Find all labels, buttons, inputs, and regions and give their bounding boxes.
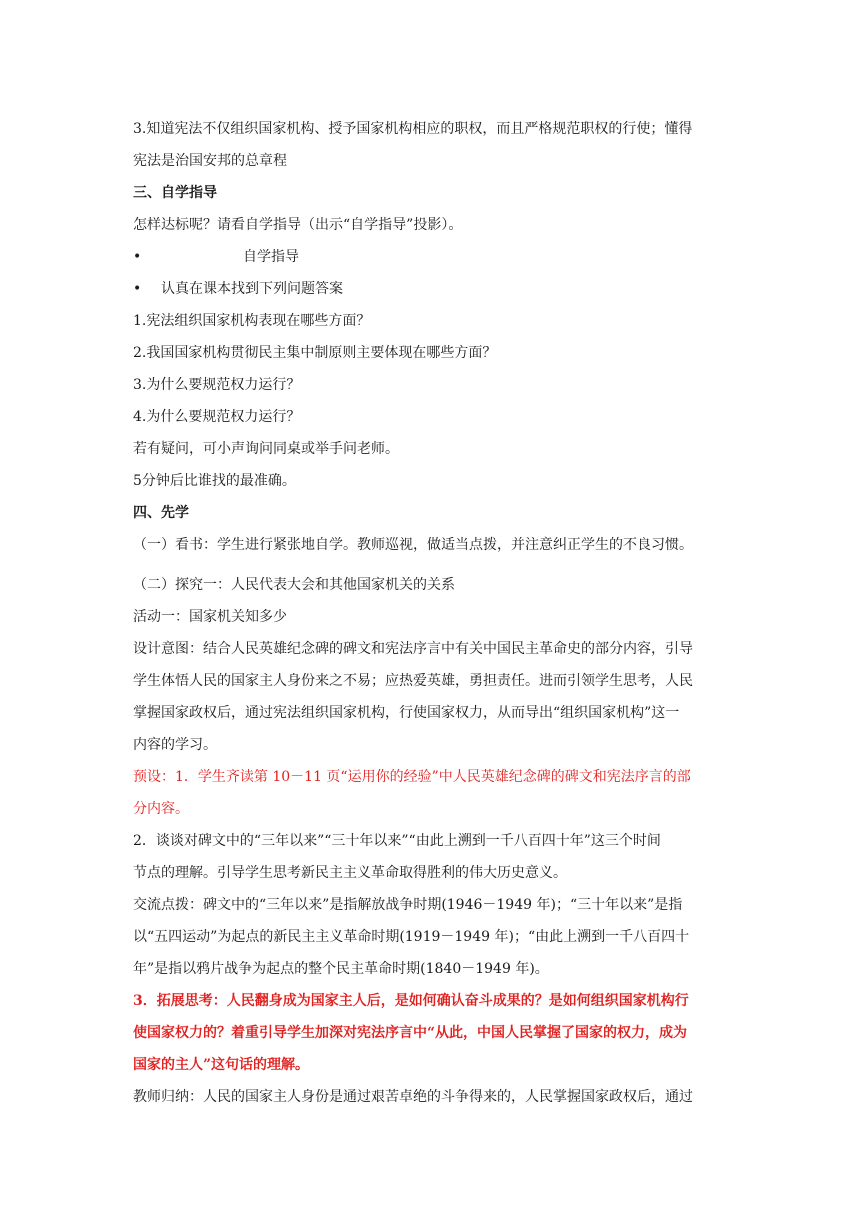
step-3-line: 3．拓展思考：人民翻身成为国家主人后，是如何确认奋斗成果的？是如何组织国家机构行 xyxy=(133,993,689,1009)
reading-paragraph: （一）看书：学生进行紧张地自学。教师巡视，做适当点拨，并注意纠正学生的不良习惯。 xyxy=(133,537,693,553)
bullet-icon: • xyxy=(133,281,142,297)
step-3-line: 国家的主人”这句话的理解。 xyxy=(133,1057,310,1073)
step-2-line: 2．谈谈对碑文中的“三年以来”“三十年以来”“由此上溯到一千八百四十年”这三个时间 xyxy=(133,833,661,849)
preset-line: 预设：1．学生齐读第 10－11 页“运用你的经验”中人民英雄纪念碑的碑文和宪法序言的部 xyxy=(133,769,691,785)
goal-line-1: 3.知道宪法不仅组织国家机构、授予国家机构相应的职权，而且严格规范职权的行使；懂得 xyxy=(133,121,693,137)
note-ask-teacher: 若有疑问，可小声询问同桌或举手问老师。 xyxy=(133,441,399,457)
exchange-line: 交流点拨：碑文中的“三年以来”是指解放战争时期(1946－1949 年)；“三十年以来”是指 xyxy=(133,897,683,913)
bullet-item-2 xyxy=(133,273,740,305)
design-intent-line: 学生体悟人民的国家主人身份来之不易；应热爱英雄，勇担责任。进而引领学生思考，人民 xyxy=(133,673,693,689)
exchange-line: 年”是指以鸦片战争为起点的整个民主革命时期(1840－1949 年)。 xyxy=(133,961,549,977)
question-4: 4.为什么要规范权力运行？ xyxy=(133,409,301,425)
question-2: 2.我国国家机构贯彻民主集中制原则主要体现在哪些方面？ xyxy=(133,345,497,361)
bullet-text: 认真在课本找到下列问题答案 xyxy=(161,281,343,297)
self-study-intro: 怎样达标呢？请看自学指导（出示“自学指导”投影）。 xyxy=(133,217,463,233)
question-3: 3.为什么要规范权力运行？ xyxy=(133,377,301,393)
design-intent-line: 掌握国家政权后，通过宪法组织国家机构，行使国家权力，从而导出“组织国家机构”这一 xyxy=(133,705,680,721)
design-intent-line: 内容的学习。 xyxy=(133,737,217,753)
bullet-icon: • xyxy=(133,249,142,265)
bullet-text: 自学指导 xyxy=(243,249,299,265)
question-1: 1.宪法组织国家机构表现在哪些方面？ xyxy=(133,313,371,329)
teacher-summary-line: 教师归纳：人民的国家主人身份是通过艰苦卓绝的斗争得来的，人民掌握国家政权后，通过 xyxy=(133,1089,693,1105)
section-3-heading: 三、自学指导 xyxy=(133,185,217,201)
note-five-minutes: 5分钟后比谁找的最准确。 xyxy=(133,473,296,489)
goal-line-2: 宪法是治国安邦的总章程 xyxy=(133,153,287,169)
preset-line: 分内容。 xyxy=(133,801,189,817)
section-4-heading: 四、先学 xyxy=(133,505,189,521)
activity-one-title: 活动一：国家机关知多少 xyxy=(133,609,287,625)
step-3-line: 使国家权力的？着重引导学生加深对宪法序言中“从此，中国人民掌握了国家的权力，成为 xyxy=(133,1025,688,1041)
exchange-line: 以“五四运动”为起点的新民主主义革命时期(1919－1949 年)；“由此上溯到一千八百四十 xyxy=(133,929,690,945)
design-intent-line: 设计意图：结合人民英雄纪念碑的碑文和宪法序言中有关中国民主革命史的部分内容，引导 xyxy=(133,641,693,657)
inquiry-one-title: （二）探究一：人民代表大会和其他国家机关的关系 xyxy=(133,577,455,593)
bullet-item-1 xyxy=(133,241,740,273)
step-2-line: 节点的理解。引导学生思考新民主主义革命取得胜利的伟大历史意义。 xyxy=(133,865,567,881)
